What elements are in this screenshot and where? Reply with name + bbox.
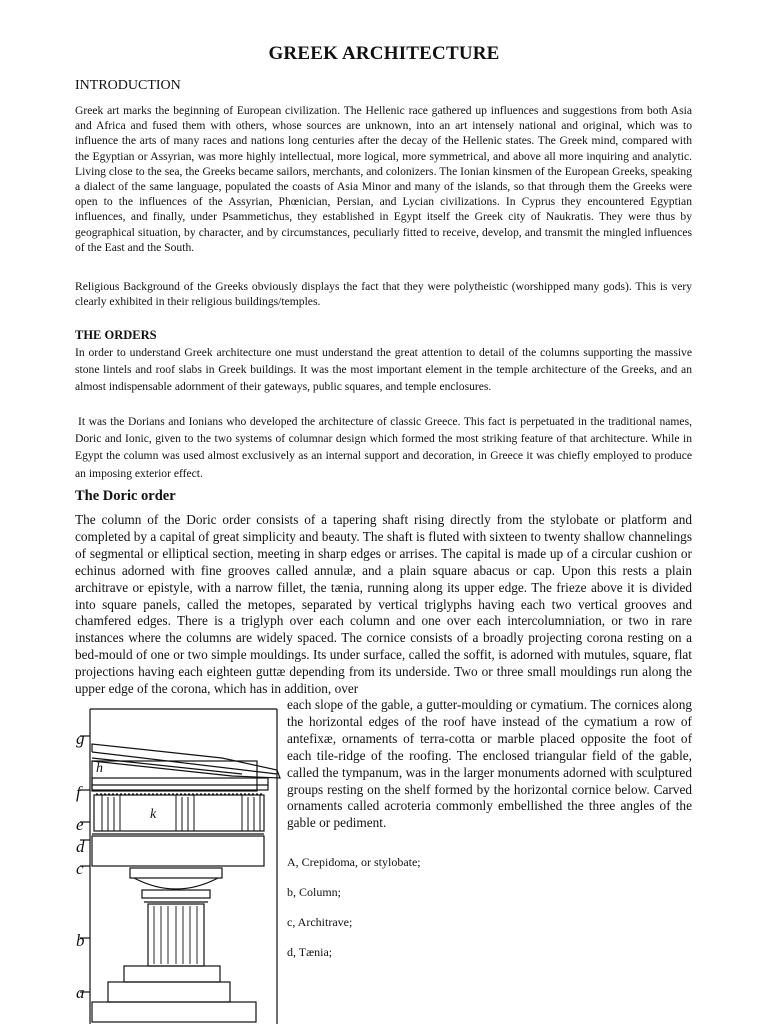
- legend-item: b, Column;: [287, 885, 342, 899]
- figure-label: a: [76, 983, 85, 1002]
- figure-label: g: [76, 729, 85, 748]
- page-title: GREEK ARCHITECTURE: [268, 43, 500, 64]
- figure-label: d: [76, 837, 85, 856]
- legend-item: d, Tænia;: [287, 945, 333, 959]
- section-heading-introduction: INTRODUCTION: [75, 78, 181, 93]
- intro-paragraph-2: Religious Background of the Greeks obviously displays the fact that they were polytheistic (worshipped many gods). This is very clearly exhibited in their religious buildings/temples.: [75, 280, 692, 309]
- section-heading-orders: THE ORDERS: [75, 328, 157, 342]
- figure-label: c: [76, 859, 84, 878]
- doric-paragraph-part-2: each slope of the gable, a gutter-moulding or cymatium. The cornices along the horizontal edges of the roof have instead of the cymatium a row of antefixæ, ornaments of terra-cotta or marble placed opposite the foot of each tile-ridge of the roofing. The enclosed triangular field of the gable, called the tympanum, was in the larger monuments adorned with sculptured groups resting on the shelf formed by the horizontal cornice below. Carved ornaments called acroteria commonly embellished the three angles of the gable or pediment.: [287, 697, 692, 831]
- figure-label: e: [76, 815, 84, 834]
- doric-paragraph-part-1: The column of the Doric order consists of a tapering shaft rising directly from the stylobate or platform and completed by a capital of great simplicity and beauty. The shaft is fluted with sixteen to twenty shallow channelings of segmental or elliptical section, meeting in sharp edges or arrises. The capital is made up of a circular cushion or echinus adorned with fine grooves called annulæ, and a plain square abacus or cap. Upon this rests a plain architrave or epistyle, with a narrow fillet, the tænia, running along its upper edge. The frieze above it is divided into square panels, called the metopes, separated by vertical triglyphs having each two vertical grooves and chamfered edges. There is a triglyph over each column and one over each intercolumniation, or two in rare instances where the columns are widely spaced. The cornice consists of a broadly projecting corona resting on a bed-mould of one or two simple mouldings. Its under surface, called the soffit, is adorned with mutules, square, flat projections having each eighteen guttæ depending from its underside. Two or three small mouldings run along the upper edge of the corona, which has in addition, over: [75, 512, 692, 697]
- intro-paragraph-1: Greek art marks the beginning of European civilization. The Hellenic race gathered up influences and suggestions from both Asia and Africa and fused them with others, whose sources are unknown, into an art intensely national and original, which was to influence the arts of many races and nations long centuries after the decay of the Hellenic states. The Greek mind, compared with the Egyptian or Assyrian, was more highly intellectual, more logical, more symmetrical, and above all more inquiring and analytic. Living close to the sea, the Greeks became sailors, merchants, and colonizers. The Ionian kinsmen of the European Greeks, speaking a dialect of the same language, populated the coasts of Asia Minor and many of the islands, so that through them the Greeks were open to the influences of the Assyrian, Phœnician, Persian, and Lycian civilizations. In Cyprus they encountered Egyptian influences, and finally, under Psammetichus, they established in Egypt itself the Greek city of Naukratis. They were thus by geographical situation, by character, and by circumstances, peculiarly fitted to receive, develop, and transmit the mingled influences of the East and the South.: [75, 104, 692, 254]
- figure-label: b: [76, 931, 85, 950]
- section-heading-doric: The Doric order: [75, 488, 176, 504]
- figure-label: f: [76, 783, 81, 802]
- legend-item: c, Architrave;: [287, 915, 353, 929]
- legend-item: A, Crepidoma, or stylobate;: [287, 855, 421, 869]
- orders-paragraph-1: In order to understand Greek architecture one must understand the great attention to detail of the columns supporting the massive stone lintels and roof slabs in Greek buildings. It was the most important element in the temple architecture of the Greeks, and an almost indispensable adornment of their gateways, public squares, and temple enclosures.: [75, 346, 692, 394]
- figure-label: k: [150, 807, 157, 822]
- orders-paragraph-2: It was the Dorians and Ionians who developed the architecture of classic Greece. This fact is perpetuated in the traditional names, Doric and Ionic, given to the two systems of columnar design which formed the most striking feature of that architecture. While in Egypt the column was used almost exclusively as an internal support and decoration, in Greece it was chiefly employed to produce an imposing exterior effect.: [75, 415, 692, 480]
- doric-order-diagram: [72, 700, 284, 1024]
- figure-label: h: [96, 761, 103, 776]
